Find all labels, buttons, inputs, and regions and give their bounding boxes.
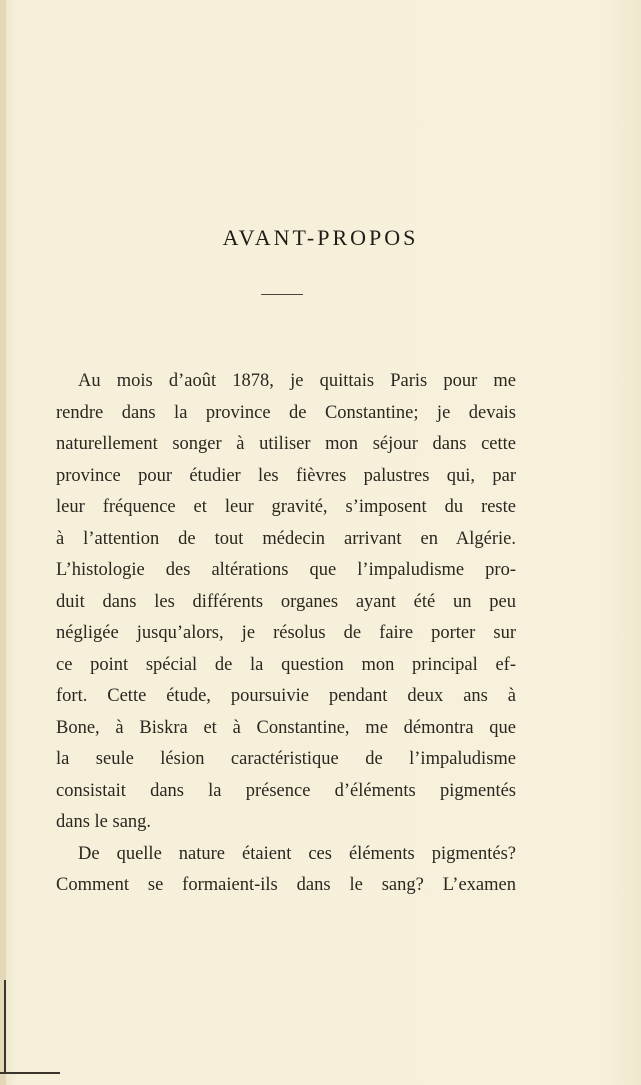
text-line: fort. Cette étude, poursuivie pendant deux ans à — [56, 686, 516, 706]
page-edge-mark — [4, 980, 6, 1074]
text-line: Comment se formaient-ils dans le sang? L’examen — [56, 875, 516, 895]
text-line: L’histologie des altérations que l’impaludisme pro- — [56, 560, 516, 580]
text-line: leur fréquence et leur gravité, s’imposent du reste — [56, 497, 516, 517]
text-line: ce point spécial de la question mon principal ef- — [56, 654, 516, 675]
text-line: naturellement songer à utiliser mon séjour dans cette — [56, 434, 516, 454]
text-line: De quelle nature étaient ces éléments pigmentés? — [78, 843, 516, 864]
body-text — [56, 366, 516, 902]
text-line: à l’attention de tout médecin arrivant en Algérie. — [56, 528, 516, 549]
title-separator-rule — [261, 294, 303, 295]
page-title: AVANT-PROPOS — [222, 225, 419, 250]
page-spine-shadow — [0, 0, 6, 1085]
page-corner-mark — [0, 1072, 60, 1074]
text-line: dans le sang. — [56, 812, 152, 832]
text-line: province pour étudier les fièvres palustres qui, par — [56, 465, 516, 486]
text-line: consistait dans la présence d’éléments pigmentés — [56, 780, 516, 801]
text-line: la seule lésion caractéristique de l’impaludisme — [56, 749, 516, 769]
text-line: Bone, à Biskra et à Constantine, me démontra que — [56, 717, 516, 738]
text-line: rendre dans la province de Constantine; je devais — [56, 402, 516, 423]
text-line: Au mois d’août 1878, je quittais Paris pour me — [78, 371, 516, 391]
text-line: duit dans les différents organes ayant été un peu — [56, 591, 516, 612]
text-line: négligée jusqu’alors, je résolus de faire porter sur — [56, 623, 516, 643]
